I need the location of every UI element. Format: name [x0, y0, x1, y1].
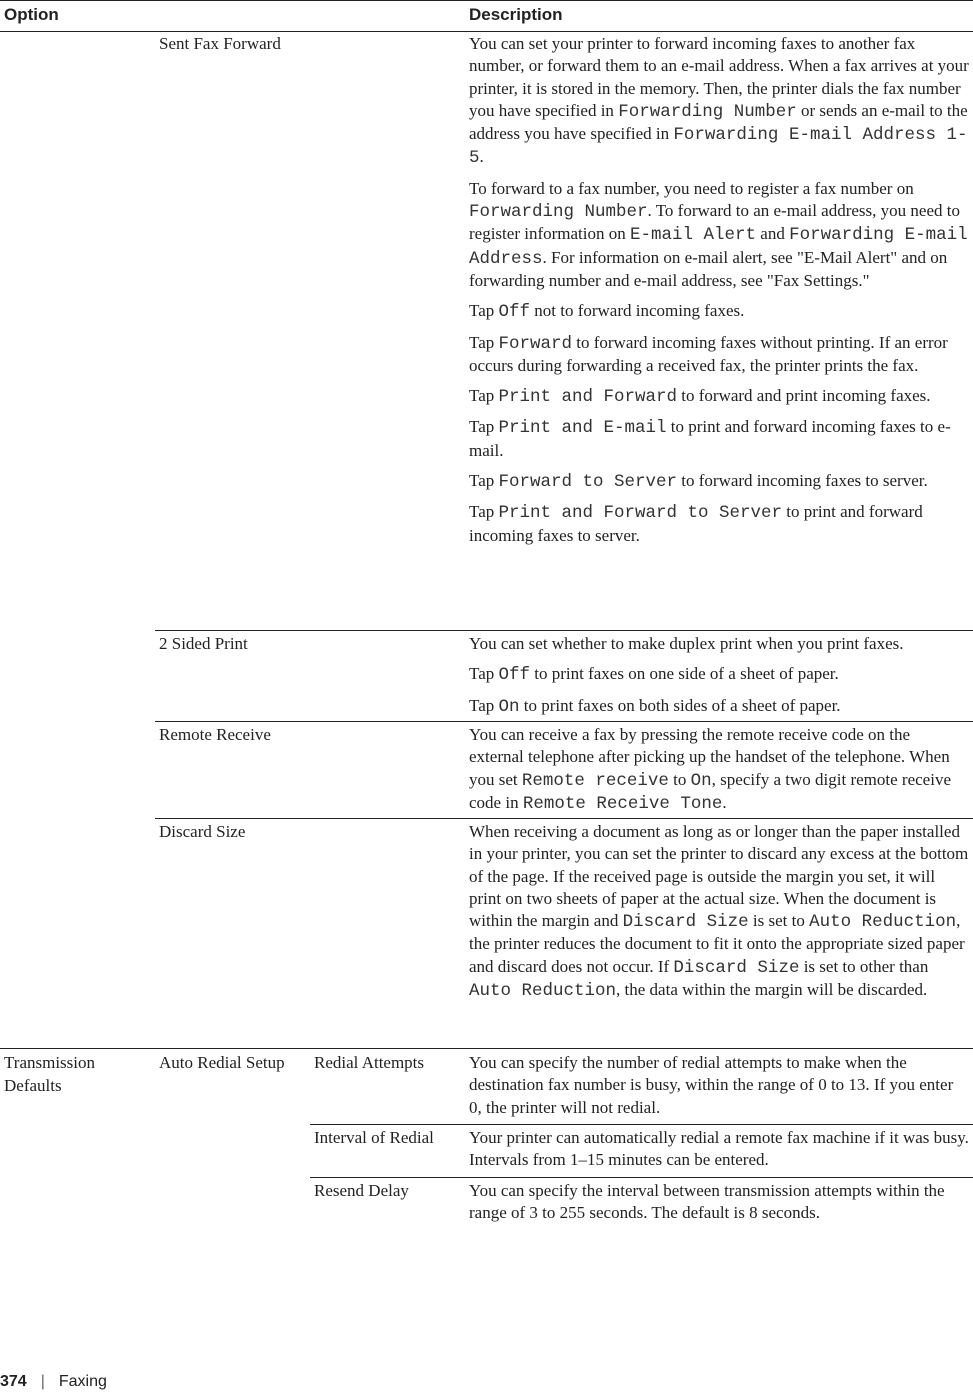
page-number: 374: [0, 1373, 27, 1390]
header-option: Option: [4, 5, 59, 24]
footer-separator: |: [40, 1373, 45, 1390]
row-divider: [310, 1124, 973, 1125]
paragraph: Tap On to print faxes on both sides of a sheet of paper.: [469, 695, 841, 717]
row-label-interval-of-redial: Interval of Redial: [314, 1128, 434, 1147]
paragraph: You can receive a fax by pressing the remote receive code on the external telephone after picking up the handset of the telephone. When you set Remote receive to On, specify a two digit remote receive code in Remote Receive Tone.: [469, 725, 951, 814]
paragraph: Tap Forward to Server to forward incoming faxes to server.: [469, 471, 928, 493]
paragraph: Tap Forward to forward incoming faxes without printing. If an error occurs during forwarding a received fax, the printer prints the fax.: [469, 332, 948, 375]
row-divider: [155, 721, 973, 722]
paragraph: Tap Print and Forward to forward and print incoming faxes.: [469, 386, 931, 408]
row-label-redial-attempts: Redial Attempts: [314, 1053, 425, 1072]
paragraph: You can set your printer to forward incoming faxes to another fax number, or forward them to an e-mail address. When a fax arrives at your printer, it is stored in the memory. Then, the printer dials the fax number you have specified in Forwarding Number or sends an e-mail to the address you have specified in Forwarding E-mail Address 1-5.: [469, 34, 969, 169]
desc-remote-receive: [469, 724, 969, 823]
desc-interval-of-redial: [469, 1127, 969, 1180]
desc-2-sided-print: [469, 633, 969, 726]
paragraph: When receiving a document as long as or longer than the paper installed in your printer, you can set the printer to discard any excess at the bottom of the page. If the received page is outside the margin you set, it will print on two sheets of paper at the actual size. When the document is within the margin and Discard Size is set to Auto Reduction, the printer reduces the document to fit it onto the appropriate sized paper and discard does not occur. If Discard Size is set to other than Auto Reduction, the data within the margin will be discarded.: [469, 822, 969, 1002]
row-label-sent-fax-forward: Sent Fax Forward: [159, 34, 281, 53]
paragraph: Tap Off not to forward incoming faxes.: [469, 301, 745, 323]
paragraph: You can specify the number of redial attempts to make when the destination fax number is busy, within the range of 0 to 13. If you enter 0, the printer will not redial.: [469, 1053, 954, 1117]
row-label-2-sided-print: 2 Sided Print: [159, 634, 248, 653]
paragraph: Your printer can automatically redial a remote fax machine if it was busy. Intervals from 1–15 minutes can be entered.: [469, 1128, 969, 1170]
desc-sent-fax-forward: [469, 33, 969, 555]
section-divider: [0, 1048, 973, 1049]
desc-resend-delay: [469, 1180, 969, 1233]
paragraph: You can specify the interval between transmission attempts within the range of 3 to 255 seconds. The default is 8 seconds.: [469, 1181, 945, 1223]
row-divider: [155, 630, 973, 631]
footer-section: Faxing: [58, 1373, 107, 1390]
paragraph: Tap Print and Forward to Server to print and forward incoming faxes to server.: [469, 502, 923, 545]
row-label-auto-redial-setup: Auto Redial Setup: [159, 1053, 285, 1072]
row-label-resend-delay: Resend Delay: [314, 1181, 409, 1200]
table-header: [0, 0, 973, 32]
row-divider: [310, 1177, 973, 1178]
paragraph: To forward to a fax number, you need to register a fax number on Forwarding Number. To forward to an e-mail address, you need to register information on E-mail Alert and Forwarding E-mail Address. For information on e-mail alert, see "E-Mail Alert" and on forwarding number and e-mail address, see "Fax Settings.": [469, 178, 968, 290]
row-divider: [155, 818, 973, 819]
row-label-remote-receive: Remote Receive: [159, 725, 271, 744]
desc-discard-size: [469, 821, 969, 1010]
paragraph: Tap Print and E-mail to print and forward incoming faxes to e-mail.: [469, 417, 951, 460]
paragraph: Tap Off to print faxes on one side of a sheet of paper.: [469, 664, 839, 686]
header-description: Description: [469, 5, 563, 24]
row-label-transmission-defaults: Transmission Defaults: [4, 1053, 96, 1095]
row-label-discard-size: Discard Size: [159, 822, 246, 841]
paragraph: You can set whether to make duplex print when you print faxes.: [469, 634, 904, 653]
page-footer: [0, 1373, 107, 1391]
desc-redial-attempts: [469, 1052, 969, 1127]
